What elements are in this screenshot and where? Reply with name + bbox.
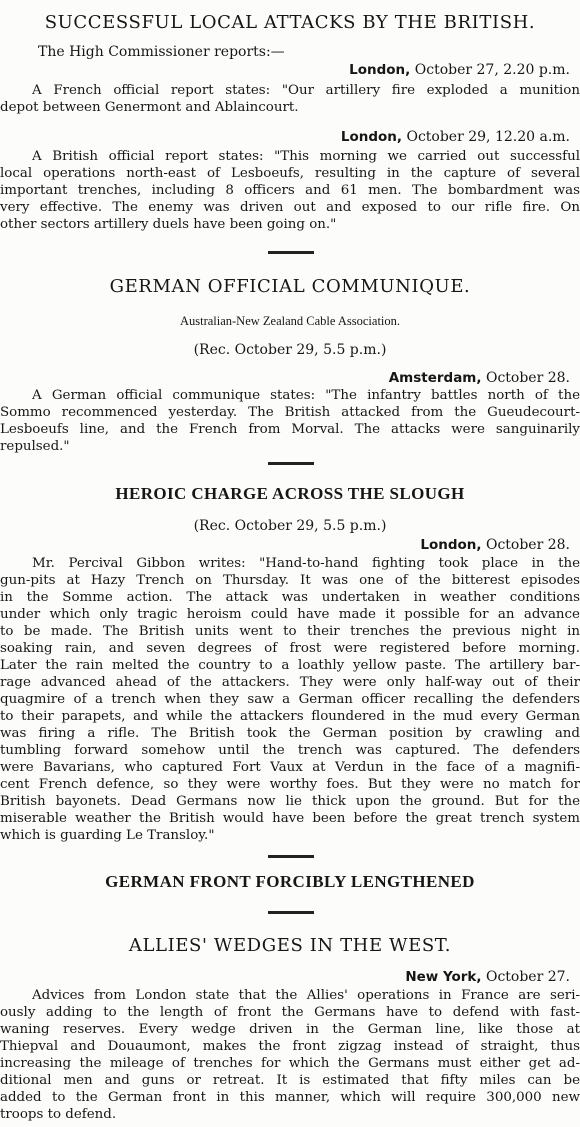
text-line: British bayonets. Dead Germans now lie thick upon the ground. But for the — [0, 794, 580, 809]
text-line: to be made. The British units went to their trenches the previous night in — [0, 624, 580, 639]
dateline-london-oct-28 — [420, 537, 570, 553]
text-line: other sectors artillery duels have been going on." — [0, 217, 337, 232]
text-line: Thiepval and Douaumont, makes the front zigzag instead of straight, thus — [0, 1039, 580, 1054]
section-divider — [268, 855, 314, 858]
text-line: quagmire of a trench when they saw a German officer recalling the defenders — [0, 692, 580, 707]
dateline-date: October 28. — [485, 370, 570, 386]
text-line: increasing the mileage of trenches for which the Germans must either get ad- — [0, 1056, 580, 1071]
lead-high-commissioner: The High Commissioner reports:— — [38, 44, 285, 60]
text-line: soaking rain, and seven degrees of frost were registered before morning. — [0, 641, 580, 656]
text-line: Sommo recommenced yesterday. The British attacked from the Gueudecourt- — [0, 405, 580, 420]
text-line: waning reserves. Every wedge driven in the German line, like those at — [0, 1022, 580, 1037]
text-line: Lesboeufs line, and the French from Morval. The attacks were sanguinarily — [0, 422, 580, 437]
text-line: Mr. Percival Gibbon writes: "Hand-to-hand fighting took place in the — [32, 556, 580, 571]
text-line: which is guarding Le Transloy." — [0, 828, 215, 843]
dateline-london-oct-27 — [349, 62, 570, 78]
text-line: A German official communique states: "The infantry battles north of the — [32, 388, 580, 403]
text-line: was firing a rifle. The British took the German position by crawling and — [0, 726, 580, 741]
text-line: A British official report states: "This morning we carried out successful — [32, 149, 580, 164]
received-time: (Rec. October 29, 5.5 p.m.) — [193, 518, 387, 534]
text-line: tumbling forward somehow until the trench was captured. The defenders — [0, 743, 580, 758]
dateline-place: London, — [420, 537, 482, 553]
text-line: to their parapets, and while the attackers floundered in the mud every German — [0, 709, 580, 724]
dateline-place: London, — [340, 129, 403, 145]
text-line: added to the German front in this manner, which will require 300,000 new — [0, 1090, 580, 1105]
headline-successful-local-attacks: SUCCESSFUL LOCAL ATTACKS BY THE BRITISH. — [44, 12, 536, 33]
dateline-new-york — [405, 969, 570, 985]
text-line: troops to defend. — [0, 1107, 117, 1122]
text-line: cent French defence, so they were worthy foes. But they were no match for — [0, 777, 580, 792]
received-time: (Rec. October 29, 5.5 p.m.) — [193, 342, 387, 358]
text-line: Advices from London state that the Allies' operations in France are seri- — [32, 988, 580, 1003]
text-line: ously adding to the length of front the Germans have to defend with fast- — [0, 1005, 580, 1020]
credit-cable-association: Australian-New Zealand Cable Association. — [179, 314, 401, 328]
text-line: local operations north-east of Lesboeufs, resulting in the capture of several — [0, 166, 580, 181]
headline-german-front-lengthened: GERMAN FRONT FORCIBLY LENGTHENED — [105, 872, 475, 891]
dateline-place: London, — [349, 62, 411, 78]
text-line: A French official report states: "Our artillery fire exploded a munition — [32, 83, 580, 98]
text-line: depot between Genermont and Ablaincourt. — [0, 100, 299, 115]
section-divider — [268, 462, 314, 465]
headline-german-official-communique: GERMAN OFFICIAL COMMUNIQUE. — [109, 276, 471, 297]
text-line: gun-pits at Hazy Trench on Thursday. It was one of the bitterest episodes — [0, 573, 580, 588]
text-line: very effective. The enemy was driven out and exposed to our rifle fire. On — [0, 200, 580, 215]
text-line: were Bavarians, who captured Fort Vaux at Verdun in the face of a magnifi- — [0, 760, 580, 775]
dateline-place: Amsterdam, — [388, 370, 482, 386]
dateline-amsterdam — [389, 370, 570, 386]
text-line: miserable weather the British would have been before the great trench system — [0, 811, 580, 826]
section-divider — [268, 911, 314, 914]
dateline-london-oct-29 — [341, 129, 570, 145]
section-divider — [268, 251, 314, 254]
text-line: Later the rain melted the country to a loathly yellow paste. The artillery bar- — [0, 658, 580, 673]
text-line: under which only tragic heroism could have made it possible for an advance — [0, 607, 580, 622]
dateline-date: October 29, 12.20 a.m. — [406, 129, 570, 145]
text-line: in the Somme action. The attack was undertaken in weather conditions — [0, 590, 580, 605]
subheadline-allies-wedges: ALLIES' WEDGES IN THE WEST. — [128, 935, 452, 956]
dateline-date: October 27. — [485, 969, 570, 985]
text-line: ditional men and guns or retreat. It is estimated that fifty miles can be — [0, 1073, 580, 1088]
dateline-date: October 28. — [485, 537, 570, 553]
headline-heroic-charge: HEROIC CHARGE ACROSS THE SLOUGH — [115, 484, 465, 503]
dateline-place: New York, — [405, 969, 482, 985]
dateline-date: October 27, 2.20 p.m. — [414, 62, 570, 78]
text-line: rage advanced ahead of the attackers. They were only half-way out of their — [0, 675, 580, 690]
text-line: important trenches, including 8 officers and 61 men. The bombardment was — [0, 183, 580, 198]
text-line: repulsed." — [0, 439, 70, 454]
